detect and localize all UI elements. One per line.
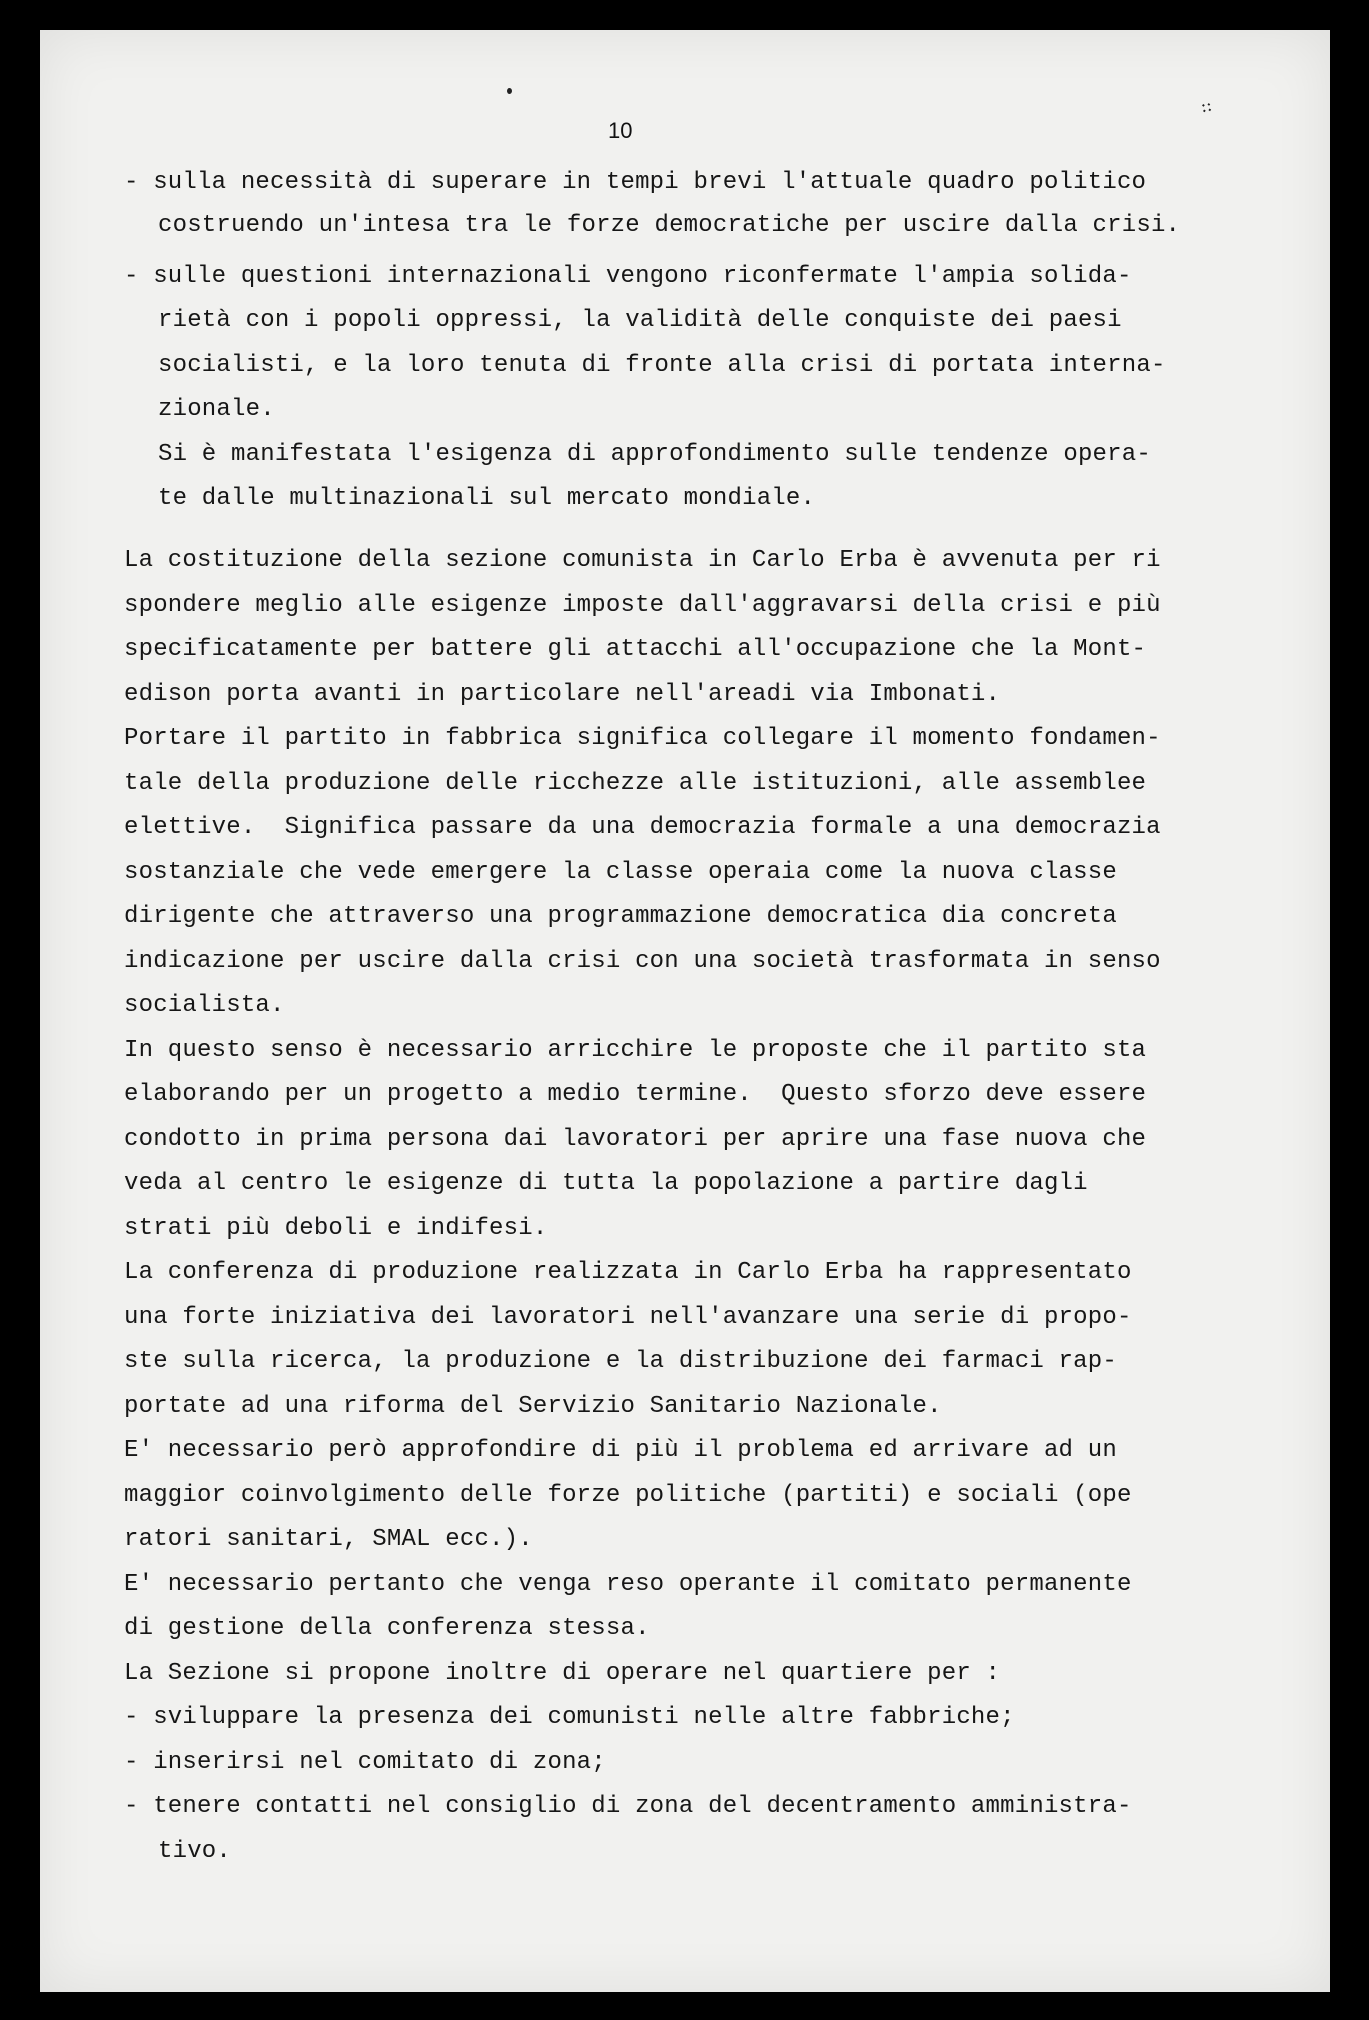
text-line: condotto in prima persona dai lavoratori per aprire una fase nuova che	[124, 1126, 1147, 1153]
text-line: indicazione per uscire dalla crisi con una società trasformata in senso	[124, 948, 1161, 975]
text-line: - sulle questioni internazionali vengono riconfermate l'ampia solida-	[124, 263, 1132, 290]
text-line: E' necessario pertanto che venga reso operante il comitato permanente	[124, 1571, 1132, 1598]
text-line: dirigente che attraverso una programmazione democratica dia concreta	[124, 903, 1117, 930]
text-line: - sulla necessità di superare in tempi brevi l'attuale quadro politico	[124, 169, 1147, 196]
text-line: socialisti, e la loro tenuta di fronte alla crisi di portata interna-	[158, 352, 1166, 379]
text-line: maggior coinvolgimento delle forze politiche (partiti) e sociali (ope	[124, 1482, 1132, 1509]
text-line: rietà con i popoli oppressi, la validità delle conquiste dei paesi	[158, 307, 1122, 334]
text-line: ratori sanitari, SMAL ecc.).	[124, 1526, 533, 1553]
text-line: elettive. Significa passare da una democrazia formale a una democrazia	[124, 814, 1161, 841]
text-line: portate ad una riforma del Servizio Sanitario Nazionale.	[124, 1393, 942, 1420]
text-line: di gestione della conferenza stessa.	[124, 1615, 650, 1642]
text-line: spondere meglio alle esigenze imposte dall'aggravarsi della crisi e più	[124, 592, 1161, 619]
text-line: In questo senso è necessario arricchire le proposte che il partito sta	[124, 1037, 1147, 1064]
text-line: E' necessario però approfondire di più il problema ed arrivare ad un	[124, 1437, 1117, 1464]
corner-ink-mark: ⁘	[1192, 93, 1221, 123]
text-line: Portare il partito in fabbrica significa collegare il momento fondamen-	[124, 725, 1161, 752]
text-line: La conferenza di produzione realizzata in Carlo Erba ha rappresentato	[124, 1259, 1132, 1286]
text-line: specificatamente per battere gli attacchi all'occupazione che la Mont-	[124, 636, 1147, 663]
text-line: tale della produzione delle ricchezze alle istituzioni, alle assemblee	[124, 770, 1147, 797]
text-line: - inserirsi nel comitato di zona;	[124, 1749, 606, 1776]
text-line: una forte iniziativa dei lavoratori nell'avanzare una serie di propo-	[124, 1304, 1132, 1331]
text-line: - tenere contatti nel consiglio di zona del decentramento amministra-	[124, 1793, 1132, 1820]
text-line: strati più deboli e indifesi.	[124, 1215, 548, 1242]
text-line: zionale.	[158, 396, 275, 423]
text-line: socialista.	[124, 992, 285, 1019]
text-line: veda al centro le esigenze di tutta la popolazione a partire dagli	[124, 1170, 1088, 1197]
text-line: edison porta avanti in particolare nell'areadi via Imbonati.	[124, 681, 1001, 708]
text-line: te dalle multinazionali sul mercato mondiale.	[158, 485, 816, 512]
page-number: 10	[608, 118, 633, 143]
text-line: tivo.	[158, 1838, 232, 1865]
text-line: La costituzione della sezione comunista in Carlo Erba è avvenuta per ri	[124, 547, 1161, 574]
text-line: Si è manifestata l'esigenza di approfondimento sulle tendenze opera-	[158, 441, 1151, 468]
text-line: - sviluppare la presenza dei comunisti nelle altre fabbriche;	[124, 1704, 1015, 1731]
text-line: elaborando per un progetto a medio termine. Questo sforzo deve essere	[124, 1081, 1147, 1108]
text-line: ste sulla ricerca, la produzione e la distribuzione dei farmaci rap-	[124, 1348, 1117, 1375]
text-line: costruendo un'intesa tra le forze democratiche per uscire dalla crisi.	[158, 212, 1181, 239]
text-line: La Sezione si propone inoltre di operare nel quartiere per :	[124, 1660, 1001, 1687]
text-line: sostanziale che vede emergere la classe operaia come la nuova classe	[124, 859, 1117, 886]
